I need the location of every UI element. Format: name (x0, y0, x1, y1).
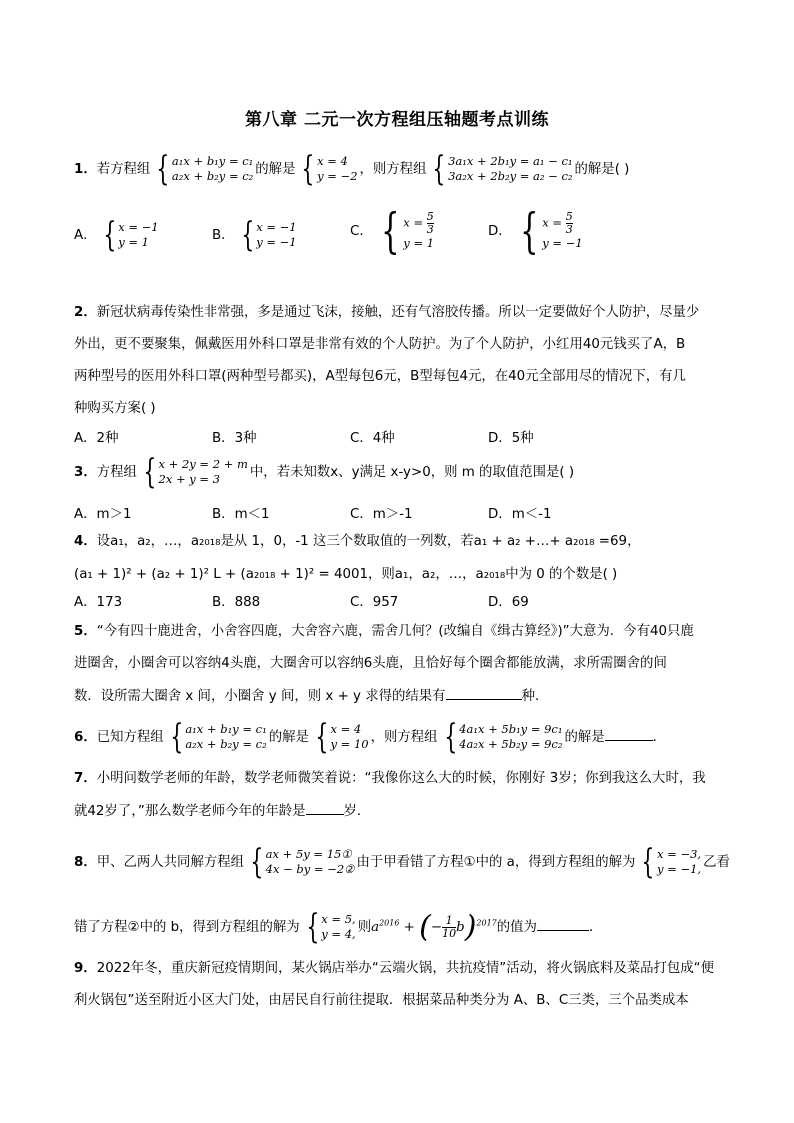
equation: y = 4, (321, 927, 356, 941)
brace-icon: { (443, 717, 457, 757)
option-d[interactable]: D．5种 (488, 431, 534, 446)
equation: a₂x + b₂y = c₂ (185, 737, 267, 751)
brace-icon: { (102, 215, 116, 255)
question-text: 方程组 (96, 465, 137, 480)
question-text: ，则方程组 (370, 730, 438, 745)
brace-icon: { (143, 452, 157, 492)
question-9 (74, 960, 714, 978)
equation: ax + 5y = 15① (265, 847, 352, 861)
question-text: 则 (357, 920, 372, 935)
question-text: 2022年冬，重庆新冠疫情期间，某火锅店举办“云端火锅，共抗疫情”活动，将火锅底料及菜品打包成“便 (96, 961, 715, 976)
question-text: 利火锅包”送至附近小区大门处，由居民自行前往提取．根据菜品种类分为 A、B、C三类，三个品类成本 (74, 993, 689, 1008)
answer-blank[interactable] (537, 918, 589, 931)
option-a[interactable]: A．2种 (74, 431, 119, 446)
question-4 (74, 533, 640, 551)
solution-system (311, 717, 369, 757)
equation: x = (542, 215, 566, 230)
solution-system (297, 149, 358, 189)
option-c[interactable]: C．m＞-1 (350, 507, 413, 522)
question-text: 的解是 (564, 730, 605, 745)
option-label: D． (488, 224, 512, 239)
brace-icon: { (315, 717, 329, 757)
question-text: 小明问数学老师的年龄，数学老师微笑着说：“我像你这么大的时候，你刚好 3岁；你到我这么大时，我 (96, 771, 706, 786)
option-label: A． (74, 228, 97, 243)
answer-blank[interactable] (306, 802, 344, 815)
equation: x + 2y = 2 + m (158, 457, 248, 471)
math-expression: $a^{2016}$ + (− $\frac{1}{10}$ b)$^{2017}$ (371, 909, 497, 945)
equation: 4a₂x + 5b₂y = 9c₂ (459, 737, 563, 751)
equation: x = −3, (657, 847, 702, 861)
option-c[interactable] (350, 203, 436, 259)
question-text-line (74, 802, 370, 821)
option-label: B． (212, 228, 235, 243)
option-c[interactable]: C．957 (350, 595, 399, 610)
question-text: 甲、乙两人共同解方程组 (96, 855, 245, 870)
question-text: 岁． (343, 804, 371, 819)
equation-system (152, 149, 254, 189)
question-text: 的解是 (268, 730, 309, 745)
question-number: 1． (74, 162, 97, 177)
question-number: 6． (74, 730, 97, 745)
option-c[interactable]: C．4种 (350, 431, 395, 446)
equation: 2x + y = 3 (158, 472, 221, 486)
equation: x = −1 (256, 220, 297, 234)
option-d[interactable]: D．69 (488, 595, 529, 610)
equation: x = −1 (118, 220, 159, 234)
question-1 (74, 149, 630, 189)
brace-icon: { (156, 149, 170, 189)
question-3 (74, 452, 575, 492)
question-number: 5． (74, 624, 97, 639)
question-text: (a₁ + 1)² + (a₂ + 1)² L + (a₂₀₁₈ + 1)² = 4001，则a₁，a₂，…，a₂₀₁₈中为 0 的个数是( ) (74, 567, 618, 582)
brace-icon: { (380, 203, 400, 259)
brace-icon: { (432, 149, 446, 189)
equation-system (166, 717, 267, 757)
question-6 (74, 717, 667, 757)
question-8-line-2 (74, 907, 603, 947)
equation: a₁x + b₁y = c₁ (185, 722, 267, 736)
question-text: 进圈舍，小圈舍可以容纳4头鹿，大圈舍可以容纳6头鹿，且恰好每个圈舍都能放满，求所需圈舍的间 (74, 656, 667, 671)
question-5 (74, 623, 694, 641)
question-text: 种购买方案( ) (74, 401, 156, 416)
equation: 4a₁x + 5b₁y = 9c₁ (459, 722, 563, 736)
question-text-line (74, 687, 548, 706)
fraction: $\frac{1}{10}$ (442, 914, 457, 940)
solution-system (302, 907, 356, 947)
question-text: 外出，更不要聚集，佩戴医用外科口罩是非常有效的个人防护。为了个人防护，小红用40元钱买了A，B (74, 337, 686, 352)
equation: a₁x + b₁y = c₁ (171, 154, 254, 168)
question-text: 的值为 (496, 920, 537, 935)
equation: y = −2 (317, 169, 358, 183)
question-text: 若方程组 (96, 162, 151, 177)
option-label: C． (350, 224, 373, 239)
equation: 3a₂x + 2b₂y = a₂ − c₂ (448, 169, 573, 183)
answer-blank[interactable] (446, 687, 522, 700)
equation: y = 1 (403, 236, 435, 250)
question-number: 2． (74, 305, 97, 320)
question-text: 就42岁了，”那么数学老师今年的年龄是 (74, 804, 306, 819)
equation: x = (403, 215, 427, 230)
brace-icon: { (170, 717, 183, 757)
question-text: ． (588, 920, 603, 935)
question-text: 错了方程②中的 b，得到方程组的解为 (74, 920, 300, 935)
equation: y = −1, (657, 862, 702, 876)
question-number: 3． (74, 465, 97, 480)
question-text: 的解是 (255, 162, 296, 177)
question-text: 新冠状病毒传染性非常强，多是通过飞沫，接触，还有气溶胶传播。所以一定要做好个人防护，尽量少 (96, 305, 700, 320)
question-text: 已知方程组 (96, 730, 164, 745)
question-text: ，则方程组 (359, 162, 427, 177)
question-number: 9． (74, 961, 97, 976)
equation: x = 4 (330, 722, 362, 736)
fraction: $\frac{5}{3}$ (565, 210, 573, 236)
question-text: 乙看 (703, 855, 730, 870)
page-title: 第八章 二元一次方程组压轴题考点训练 (245, 110, 549, 130)
brace-icon: { (305, 907, 319, 947)
equation: x = 4 (317, 154, 348, 168)
question-number: 4． (74, 534, 97, 549)
equation: x = 5, (321, 912, 356, 926)
question-text: 设a₁，a₂，…，a₂₀₁₈是从 1，0，-1 这三个数取值的一列数，若a₁ + a₂ +…+ a₂₀₁₈ =69， (96, 534, 641, 549)
equation: 4x − by = −2② (265, 862, 355, 876)
question-text: 两种型号的医用外科口罩(两种型号都买)，A型每包6元，B型每包4元，在40元全部用尽的情况下，有几 (74, 369, 686, 384)
option-a[interactable]: A．173 (74, 595, 123, 610)
option-b[interactable] (212, 215, 299, 255)
equation-system (139, 452, 248, 492)
equation: y = −1 (542, 236, 583, 250)
question-text: 中，若未知数x、y满足 x-y>0，则 m 的取值范围是( ) (249, 465, 575, 480)
fraction: $\frac{5}{3}$ (426, 210, 434, 236)
option-b[interactable]: B．3种 (212, 431, 257, 446)
brace-icon: { (301, 149, 315, 189)
equation: y = 1 (118, 235, 149, 249)
question-text: 数．设所需大圈舍 x 间，小圈舍 y 间，则 x + y 求得的结果有 (74, 689, 446, 704)
brace-icon: { (519, 203, 539, 259)
equation: y = 10 (330, 737, 369, 751)
question-text: 种． (521, 689, 549, 704)
question-7 (74, 770, 706, 788)
option-d[interactable] (488, 203, 585, 259)
solution-system (637, 842, 702, 882)
question-text: ． (652, 730, 667, 745)
question-2 (74, 304, 699, 322)
brace-icon: { (240, 215, 254, 255)
equation-system (428, 149, 573, 189)
question-number: 8． (74, 855, 97, 870)
option-b[interactable]: B．m＜1 (212, 507, 270, 522)
option-a[interactable] (74, 215, 161, 255)
equation: a₂x + b₂y = c₂ (171, 169, 254, 183)
question-text: 由于甲看错了方程①中的 a，得到方程组的解为 (356, 855, 636, 870)
question-8 (74, 842, 730, 882)
equation: 3a₁x + 2b₁y = a₁ − c₁ (448, 154, 573, 168)
brace-icon: { (641, 842, 655, 882)
equation: y = −1 (256, 235, 297, 249)
answer-blank[interactable] (605, 728, 653, 741)
option-d[interactable]: D．m＜-1 (488, 507, 552, 522)
option-b[interactable]: B．888 (212, 595, 261, 610)
equation-system (440, 717, 563, 757)
equation-system (246, 842, 355, 882)
question-number: 7． (74, 771, 97, 786)
question-text: “今有四十鹿进舍，小舍容四鹿，大舍容六鹿，需舍几何？(改编自《缉古算经》)”大意为．今有40只鹿 (96, 624, 694, 639)
question-text: 的解是( ) (574, 162, 630, 177)
option-a[interactable]: A．m＞1 (74, 507, 132, 522)
brace-icon: { (250, 842, 264, 882)
